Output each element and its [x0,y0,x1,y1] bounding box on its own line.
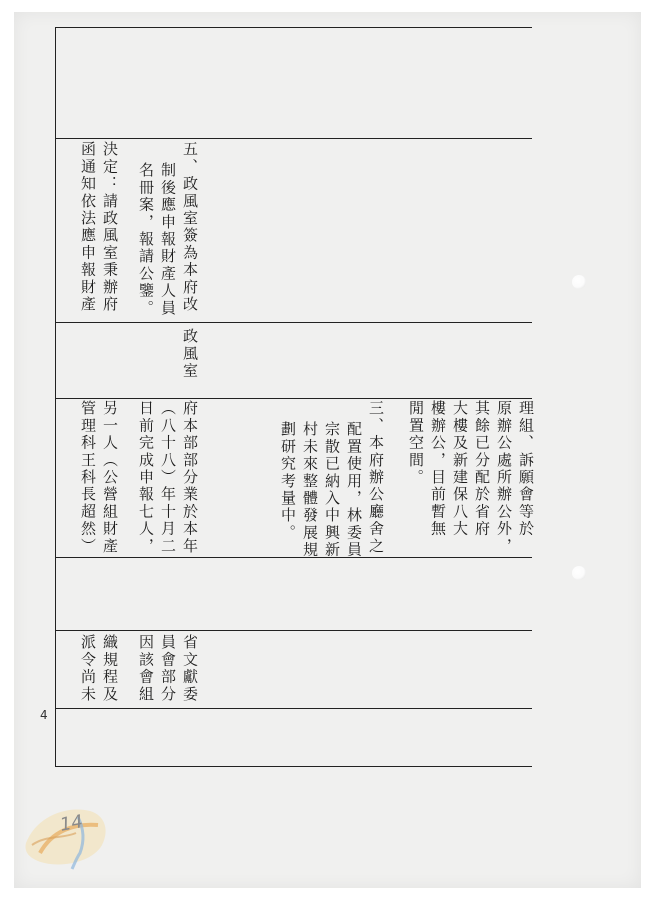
report-line-3: 日前完成申報七人， [137,400,155,555]
bottom-line-1: 省文獻委 [181,634,199,703]
report-line-5: 管理科王科長超然） [79,400,97,555]
row-divider [55,322,532,323]
decision-line-1: 決定：請政風室秉辦府 [101,141,119,313]
archive-logo-icon [18,795,118,875]
right-text-line-2: 原辦公處所辦公外， [495,400,513,555]
right-text-line-4: 大樓及新建保八大 [451,400,469,538]
item-5-line-2: 名冊案，報請公鑒。 [137,162,155,317]
item-5-label: 五、政風室簽為本府改 [181,141,199,313]
department-label: 政風室 [181,328,199,380]
right-text-line-1: 理組、訴願會等於 [517,400,535,538]
report-line-4: 另一人（公營組財產 [101,400,119,555]
right-text-line-3: 其餘已分配於省府 [473,400,491,538]
bottom-line-2: 員會部分 [159,634,177,703]
row-divider [55,708,532,709]
decision-line-2: 函通知依法應申報財產 [79,141,97,313]
right-text-line-7: 三、本府辦公廳舍之 [367,400,385,555]
binder-hole-top [572,275,586,289]
row-divider [55,630,532,631]
report-line-2: （八十八）年十月二 [159,400,177,555]
right-text-line-5: 樓辦公，目前暫無 [429,400,447,538]
item-5-line-1: 制後應申報財產人員 [159,162,177,317]
bottom-line-5: 派令尚未 [79,634,97,703]
report-line-1: 府本部部分業於本年 [181,400,199,555]
row-divider [55,557,532,558]
right-text-line-6: 閒置空間。 [407,400,425,486]
logo-number: 14 [58,811,85,836]
page-mark: 4 [40,708,48,722]
right-text-line-8: 配置使用，林委員 [345,421,363,559]
bottom-line-3: 因該會組 [137,634,155,703]
right-text-line-10: 村未來整體發展規 [301,421,319,559]
right-text-line-11: 劃研究考量中。 [279,421,297,542]
bottom-line-4: 織規程及 [101,634,119,703]
row-divider [55,398,532,399]
binder-hole-bottom [572,566,586,580]
row-divider [55,138,532,139]
right-text-line-9: 宗散已納入中興新 [323,421,341,559]
